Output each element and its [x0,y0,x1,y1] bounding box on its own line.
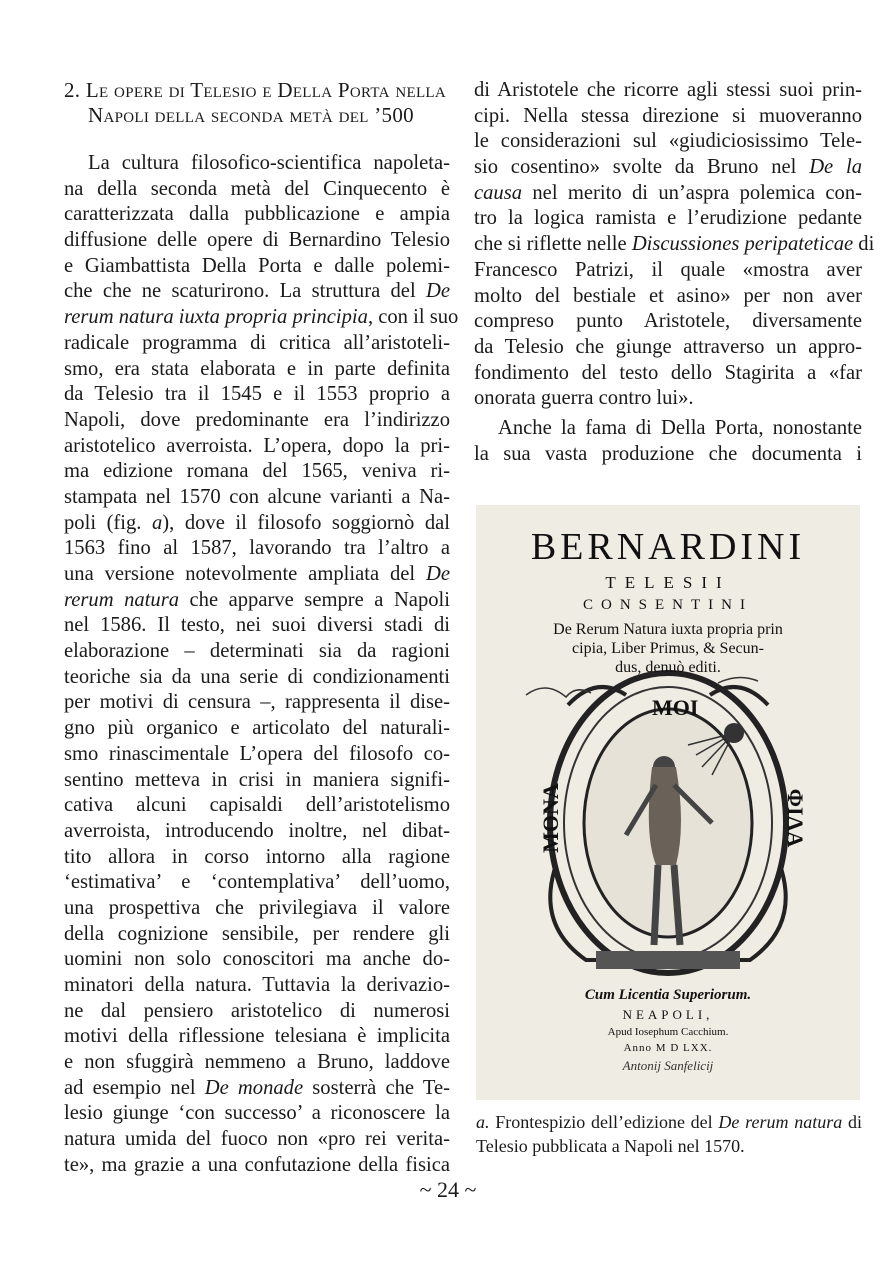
text-line: di Aristotele che ricorre agli stessi suoi prin- [474,79,862,101]
page-number: ~ 24 ~ [419,1177,477,1202]
title-page-figure [476,505,860,1100]
text-line: e non sfuggirà nemmeno a Bruno, laddove [64,1051,450,1074]
text-line: sentino metteva in crisi in maniera signifi- [64,768,450,791]
motto-top: MOI [652,695,699,720]
text-line: da Telesio che giunge attraverso un appro- [474,335,862,358]
right-column-text [474,78,875,467]
caption-line-2: Telesio pubblicata a Napoli nel 1570. [476,1136,745,1156]
text-line: diffusione delle opere di Bernardino Telesio [64,229,450,252]
section-heading [64,78,448,128]
text-line: ‘estimativa’ e ‘contemplativa’ dell’uomo, [64,871,450,894]
text-line: aristotelico averroista. L’opera, dopo la pri- [64,434,450,457]
text-line: ma edizione romana del 1565, veniva ri- [64,460,450,483]
text-line: uomini non solo conoscitori ma anche do- [64,948,450,971]
text-line: della cognizione sensibile, per rendere gli [64,922,450,945]
text-line: elaborazione – determinati sia da ragioni [64,640,450,663]
text-line: La cultura filosofico-scientifica napoleta- [88,152,450,174]
left-column-text [64,151,459,1179]
text-line: da Telesio tra il 1545 e il 1553 proprio a [64,383,450,406]
text-line: nel 1586. Il testo, nei suoi diversi stadi di [64,614,450,637]
text-line: che che ne scaturirono. La struttura del De [64,280,450,303]
section-title-line-2: Napoli della seconda metà del ’500 [88,103,414,127]
text-line: na della seconda metà del Cinquecento è [64,177,450,200]
text-line: che si riflette nelle Discussiones peripateticae di [474,233,875,256]
text-line: una versione notevolmente ampliata del De [64,563,450,585]
text-line: sio cosentino» svolte da Bruno nel De la [474,156,862,179]
text-line: rerum natura che apparve sempre a Napoli [64,588,450,611]
text-line: caratterizzata dalla pubblicazione e ampia [64,203,450,226]
text-line: la sua vasta produzione che documenta i [474,442,862,465]
text-line: lesio giunge ‘con successo’ a riconoscere la [64,1102,450,1125]
title-page-title: De Rerum Natura iuxta propria prin cipia, Liber Primus, & Secun- dus, denuò editi. [553,621,783,676]
text-line: causa nel merito di un’aspra polemica con- [474,181,862,204]
text-line: cipi. Nella stessa direzione si muoveranno [474,104,862,127]
text-line: radicale programma di critica all’aristoteli- [64,331,450,354]
text-line: molto del bestiale et asino» per non aver [474,284,862,307]
text-line: natura umida del fuoco non «pro rei verita- [64,1128,450,1151]
text-line: ne dal pensiero aristotelico di numerosi [64,999,450,1022]
title-page-year: Anno M D LXX. [623,1042,713,1054]
text-line: Napoli, dove predominante era l’indirizzo [64,408,450,431]
text-line: poli (fig. a), dove il filosofo soggiornò dal [64,511,450,534]
figure-caption [476,1110,862,1158]
title-page-author: BERNARDINI [530,526,806,568]
text-line: te», ma grazie a una confutazione della fisica [64,1153,450,1176]
text-line: Anche la fama di Della Porta, nonostante [498,416,862,439]
caption-line-1: a. Frontespizio dell’edizione del De rerum natura di [476,1112,862,1132]
text-line: Francesco Patrizi, il quale «mostra aver [474,258,862,281]
text-line: gno più organico e articolato del naturali- [64,717,450,740]
section-number: 2. [64,78,81,102]
text-line: le considerazioni sul «giudiciosissimo Tele- [474,130,862,153]
title-page-surname: TELESII [605,573,731,592]
motto-right: ΦΙΛΑ [783,788,809,848]
text-line: smo rinascimentale L’opera del filosofo co- [64,742,450,765]
text-line: stampata nel 1570 con alcune varianti a Na- [64,485,450,508]
text-line: minatori della natura. Tuttavia la derivazio- [64,974,450,996]
text-line: 1563 fino al 1587, lavorando tra l’altro a [64,537,450,560]
text-line: tro la logica ramista e l’erudizione pedante [474,207,862,230]
text-line: fondimento del testo dello Stagirita a «far [474,361,862,384]
section-title-line-1: Le opere di Telesio e Della Porta nella [85,78,447,102]
text-line: tito allora in corso intorno alla ragione [64,845,450,868]
handwritten-signature: Antonij Sanfelicij [622,1058,714,1073]
text-line: teoriche sia da una serie di condizionamenti [64,665,450,688]
text-line: rerum natura iuxta propria principia, con il suo [64,306,459,329]
title-page-origin: CONSENTINI [583,597,753,613]
text-line: una prospettiva che privilegiava il valore [64,896,450,919]
text-line: compreso punto Aristotele, diversamente [474,310,862,333]
title-page-license: Cum Licentia Superiorum. [584,987,752,1003]
title-page-printer: Apud Iosephum Cacchium. [607,1026,729,1038]
motto-left: MONA [537,783,563,853]
text-line: smo, era stata elaborata e in parte definita [64,357,450,380]
text-line: onorata guerra contro lui». [474,387,694,410]
text-line: per motivi di censura –, rappresenta il dise- [64,691,450,714]
text-line: cativa alcuni capisaldi dell’aristotelismo [64,794,450,817]
text-line: averroista, introducendo inoltre, nel dibat- [64,819,450,842]
text-line: motivi della riflessione telesiana è implicita [64,1025,450,1048]
text-line: e Giambattista Della Porta e dalle polemi- [64,254,450,277]
title-page-city: NEAPOLI, [622,1007,714,1022]
text-line: ad esempio nel De monade sosterrà che Te- [64,1076,450,1099]
